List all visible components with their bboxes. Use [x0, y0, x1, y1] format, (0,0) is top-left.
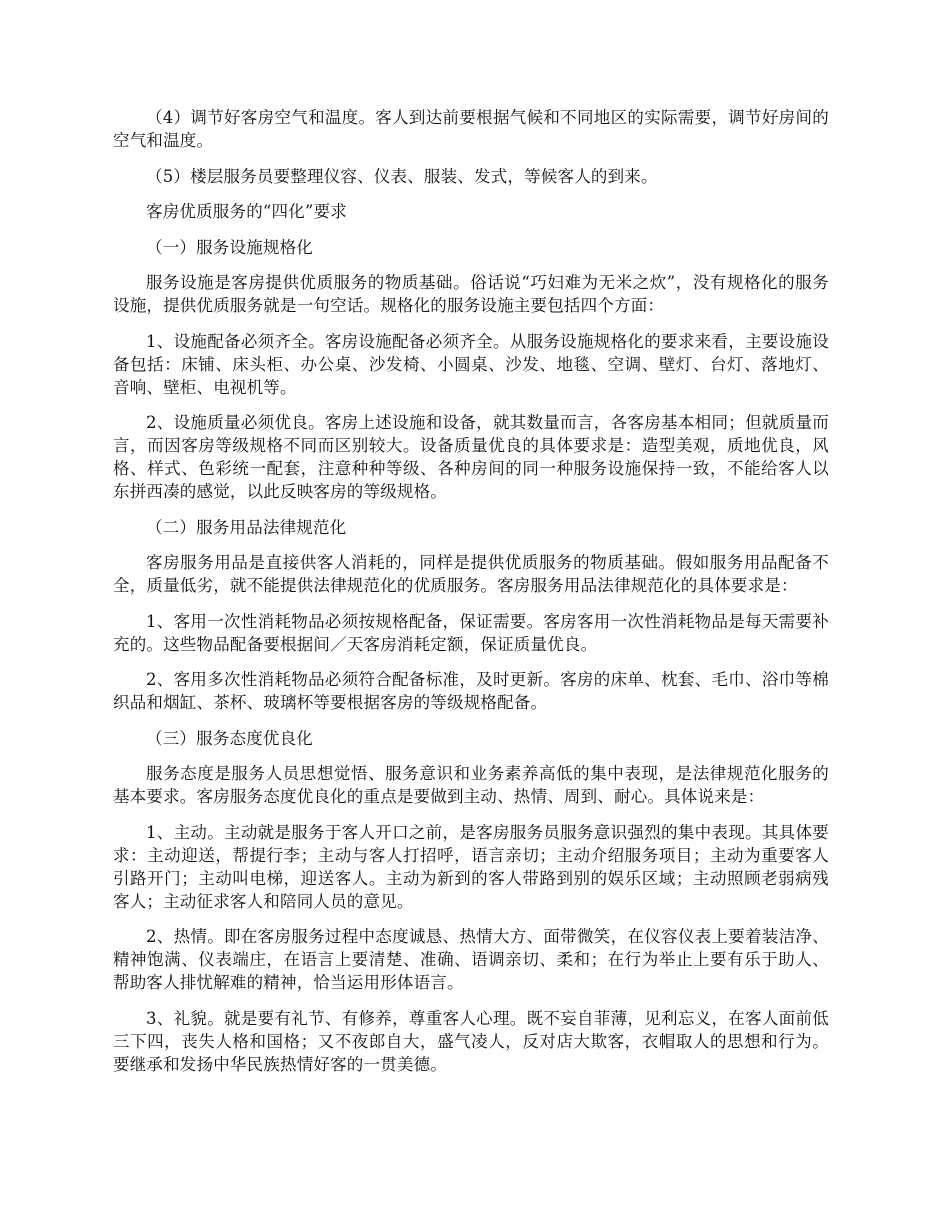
section-title-four-requirements: 客房优质服务的“四化”要求: [146, 202, 347, 221]
paragraph-facilities-quality: 2、设施质量必须优良。客房上述设施和设备，就其数量而言，各客房基本相同；但就质量而言，而因客房等级规格不同而区别较大。设备质量优良的具体要求是：造型美观，质地优良，风格、样式、色彩统一配套，注意种种等级、各种房间的同一种服务设施保持一致，不能给客人以东拼西凑的感觉，以此反映客房的等级规格。: [113, 413, 829, 501]
paragraph-facilities-intro: 服务设施是客房提供优质服务的物质基础。俗话说“巧妇难为无米之炊”，没有规格化的服务设施，提供优质服务就是一句空话。规格化的服务设施主要包括四个方面：: [113, 273, 829, 315]
heading-facilities-standardization: （一）服务设施规格化: [146, 237, 313, 257]
paragraph-floor-attendant-grooming: （5）楼层服务员要整理仪容、仪表、服装、发式，等候客人的到来。: [146, 166, 658, 186]
paragraph-facilities-complete: 1、设施配备必须齐全。客房设施配备必须齐全。从服务设施规格化的要求来看，主要设施设备包括：床铺、床头柜、办公桌、沙发椅、小圆桌、沙发、地毯、空调、壁灯、台灯、落地灯、音响、壁柜、电视机等。: [113, 331, 829, 397]
paragraph-proactive: 1、主动。主动就是服务于客人开口之前，是客房服务员服务意识强烈的集中表现。其具体要求：主动迎送，帮提行李；主动与客人打招呼，语言亲切；主动介绍服务项目；主动为重要客人引路开门；主动叫电梯，迎送客人。主动为新到的客人带路到别的娱乐区域；主动照顾老弱病残客人；主动征求客人和陪同人员的意见。: [113, 822, 829, 911]
paragraph-supplies-intro: 客房服务用品是直接供客人消耗的，同样是提供优质服务的物质基础。假如服务用品配备不全，质量低劣，就不能提供法律规范化的优质服务。客房服务用品法律规范化的具体要求是：: [113, 553, 829, 595]
heading-supplies-standardization: （二）服务用品法律规范化: [146, 517, 347, 537]
document-page: [113, 106, 829, 1088]
heading-service-attitude: （三）服务态度优良化: [146, 728, 313, 748]
paragraph-reusable-supplies: 2、客用多次性消耗物品必须符合配备标准，及时更新。客房的床单、枕套、毛巾、浴巾等棉织品和烟缸、茶杯、玻璃杯等要根据客房的等级规格配备。: [113, 670, 829, 712]
paragraph-warmth: 2、热情。即在客房服务过程中态度诚恳、热情大方、面带微笑，在仪容仪表上要着装洁净、精神饱满、仪表端庄，在语言上要清楚、准确、语调亲切、柔和；在行为举止上要有乐于助人、帮助客人排忧解难的精神，恰当运用形体语言。: [113, 927, 829, 992]
paragraph-adjust-air-temperature: （4）调节好客房空气和温度。客人到达前要根据气候和不同地区的实际需要，调节好房间的空气和温度。: [113, 108, 829, 150]
paragraph-courtesy: 3、礼貌。就是要有礼节、有修养，尊重客人心理。既不妄自菲薄，见利忘义，在客人面前低三下四，丧失人格和国格；又不夜郎自大，盛气凌人，反对店大欺客，衣帽取人的思想和行为。要继承和发扬中华民族热情好客的一贯美德。: [113, 1008, 829, 1074]
paragraph-attitude-intro: 服务态度是服务人员思想觉悟、服务意识和业务素养高低的集中表现，是法律规范化服务的基本要求。客房服务态度优良化的重点是要做到主动、热情、周到、耐心。具体说来是：: [113, 764, 829, 806]
paragraph-disposable-supplies: 1、客用一次性消耗物品必须按规格配备，保证需要。客房客用一次性消耗物品是每天需要补充的。这些物品配备要根据间／天客房消耗定额，保证质量优良。: [113, 611, 829, 654]
